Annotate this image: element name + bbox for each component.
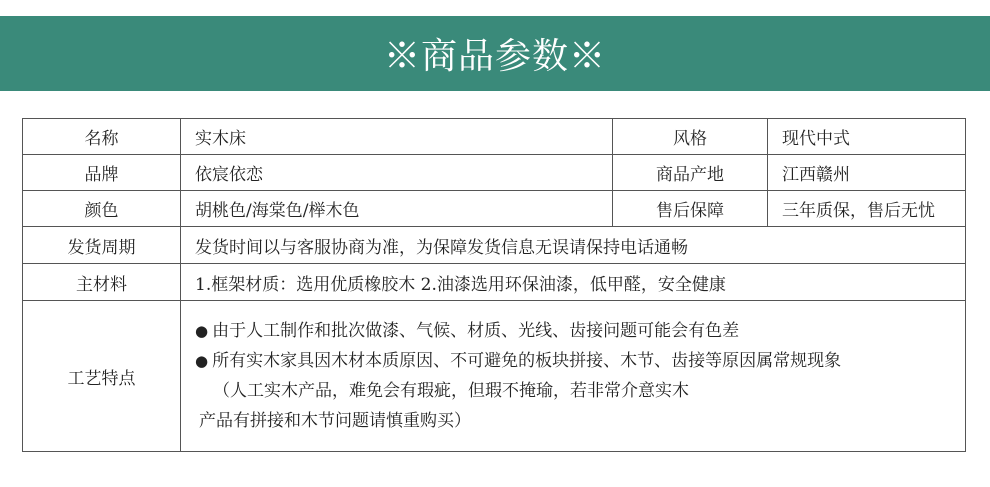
brand-value: 依宸依恋 (181, 155, 613, 191)
bullet-icon: ● (195, 352, 209, 370)
craft-text-1: 由于人工制作和批次做漆、气候、材质、光线、齿接问题可能会有色差 (212, 321, 740, 341)
title-banner (0, 16, 990, 91)
material-label: 主材料 (23, 264, 181, 301)
style-label: 风格 (613, 119, 768, 155)
name-value: 实木床 (181, 119, 613, 155)
craft-note-2: 产品有拼接和木节问题请慎重购买） (199, 411, 471, 431)
craft-item-1 (195, 316, 951, 346)
color-value: 胡桃色/海棠色/榉木色 (181, 191, 613, 227)
origin-label: 商品产地 (613, 155, 768, 191)
table-row (23, 301, 966, 452)
craft-features (181, 301, 966, 452)
craft-item-2 (195, 346, 951, 376)
table-row (23, 227, 966, 264)
table-row (23, 119, 966, 155)
bullet-icon: ● (195, 322, 209, 340)
product-spec-table (22, 118, 966, 452)
after-sales-label: 售后保障 (613, 191, 768, 227)
shipping-label: 发货周期 (23, 227, 181, 264)
craft-text-2: 所有实木家具因木材本质原因、不可避免的板块拼接、木节、齿接等原因属常规现象 (212, 351, 842, 371)
table-row (23, 191, 966, 227)
brand-label: 品牌 (23, 155, 181, 191)
material-value: 1.框架材质：选用优质橡胶木 2.油漆选用环保油漆，低甲醛，安全健康 (181, 264, 966, 301)
origin-value: 江西赣州 (768, 155, 966, 191)
craft-note-1: （人工实木产品，难免会有瑕疵，但瑕不掩瑜，若非常介意实木 (213, 381, 689, 401)
after-sales-value: 三年质保，售后无忧 (768, 191, 966, 227)
style-value: 现代中式 (768, 119, 966, 155)
banner-title: ※商品参数※ (383, 36, 606, 77)
shipping-value: 发货时间以与客服协商为准，为保障发货信息无误请保持电话通畅 (181, 227, 966, 264)
name-label: 名称 (23, 119, 181, 155)
table-row (23, 264, 966, 301)
craft-label: 工艺特点 (23, 301, 181, 452)
table-row (23, 155, 966, 191)
color-label: 颜色 (23, 191, 181, 227)
